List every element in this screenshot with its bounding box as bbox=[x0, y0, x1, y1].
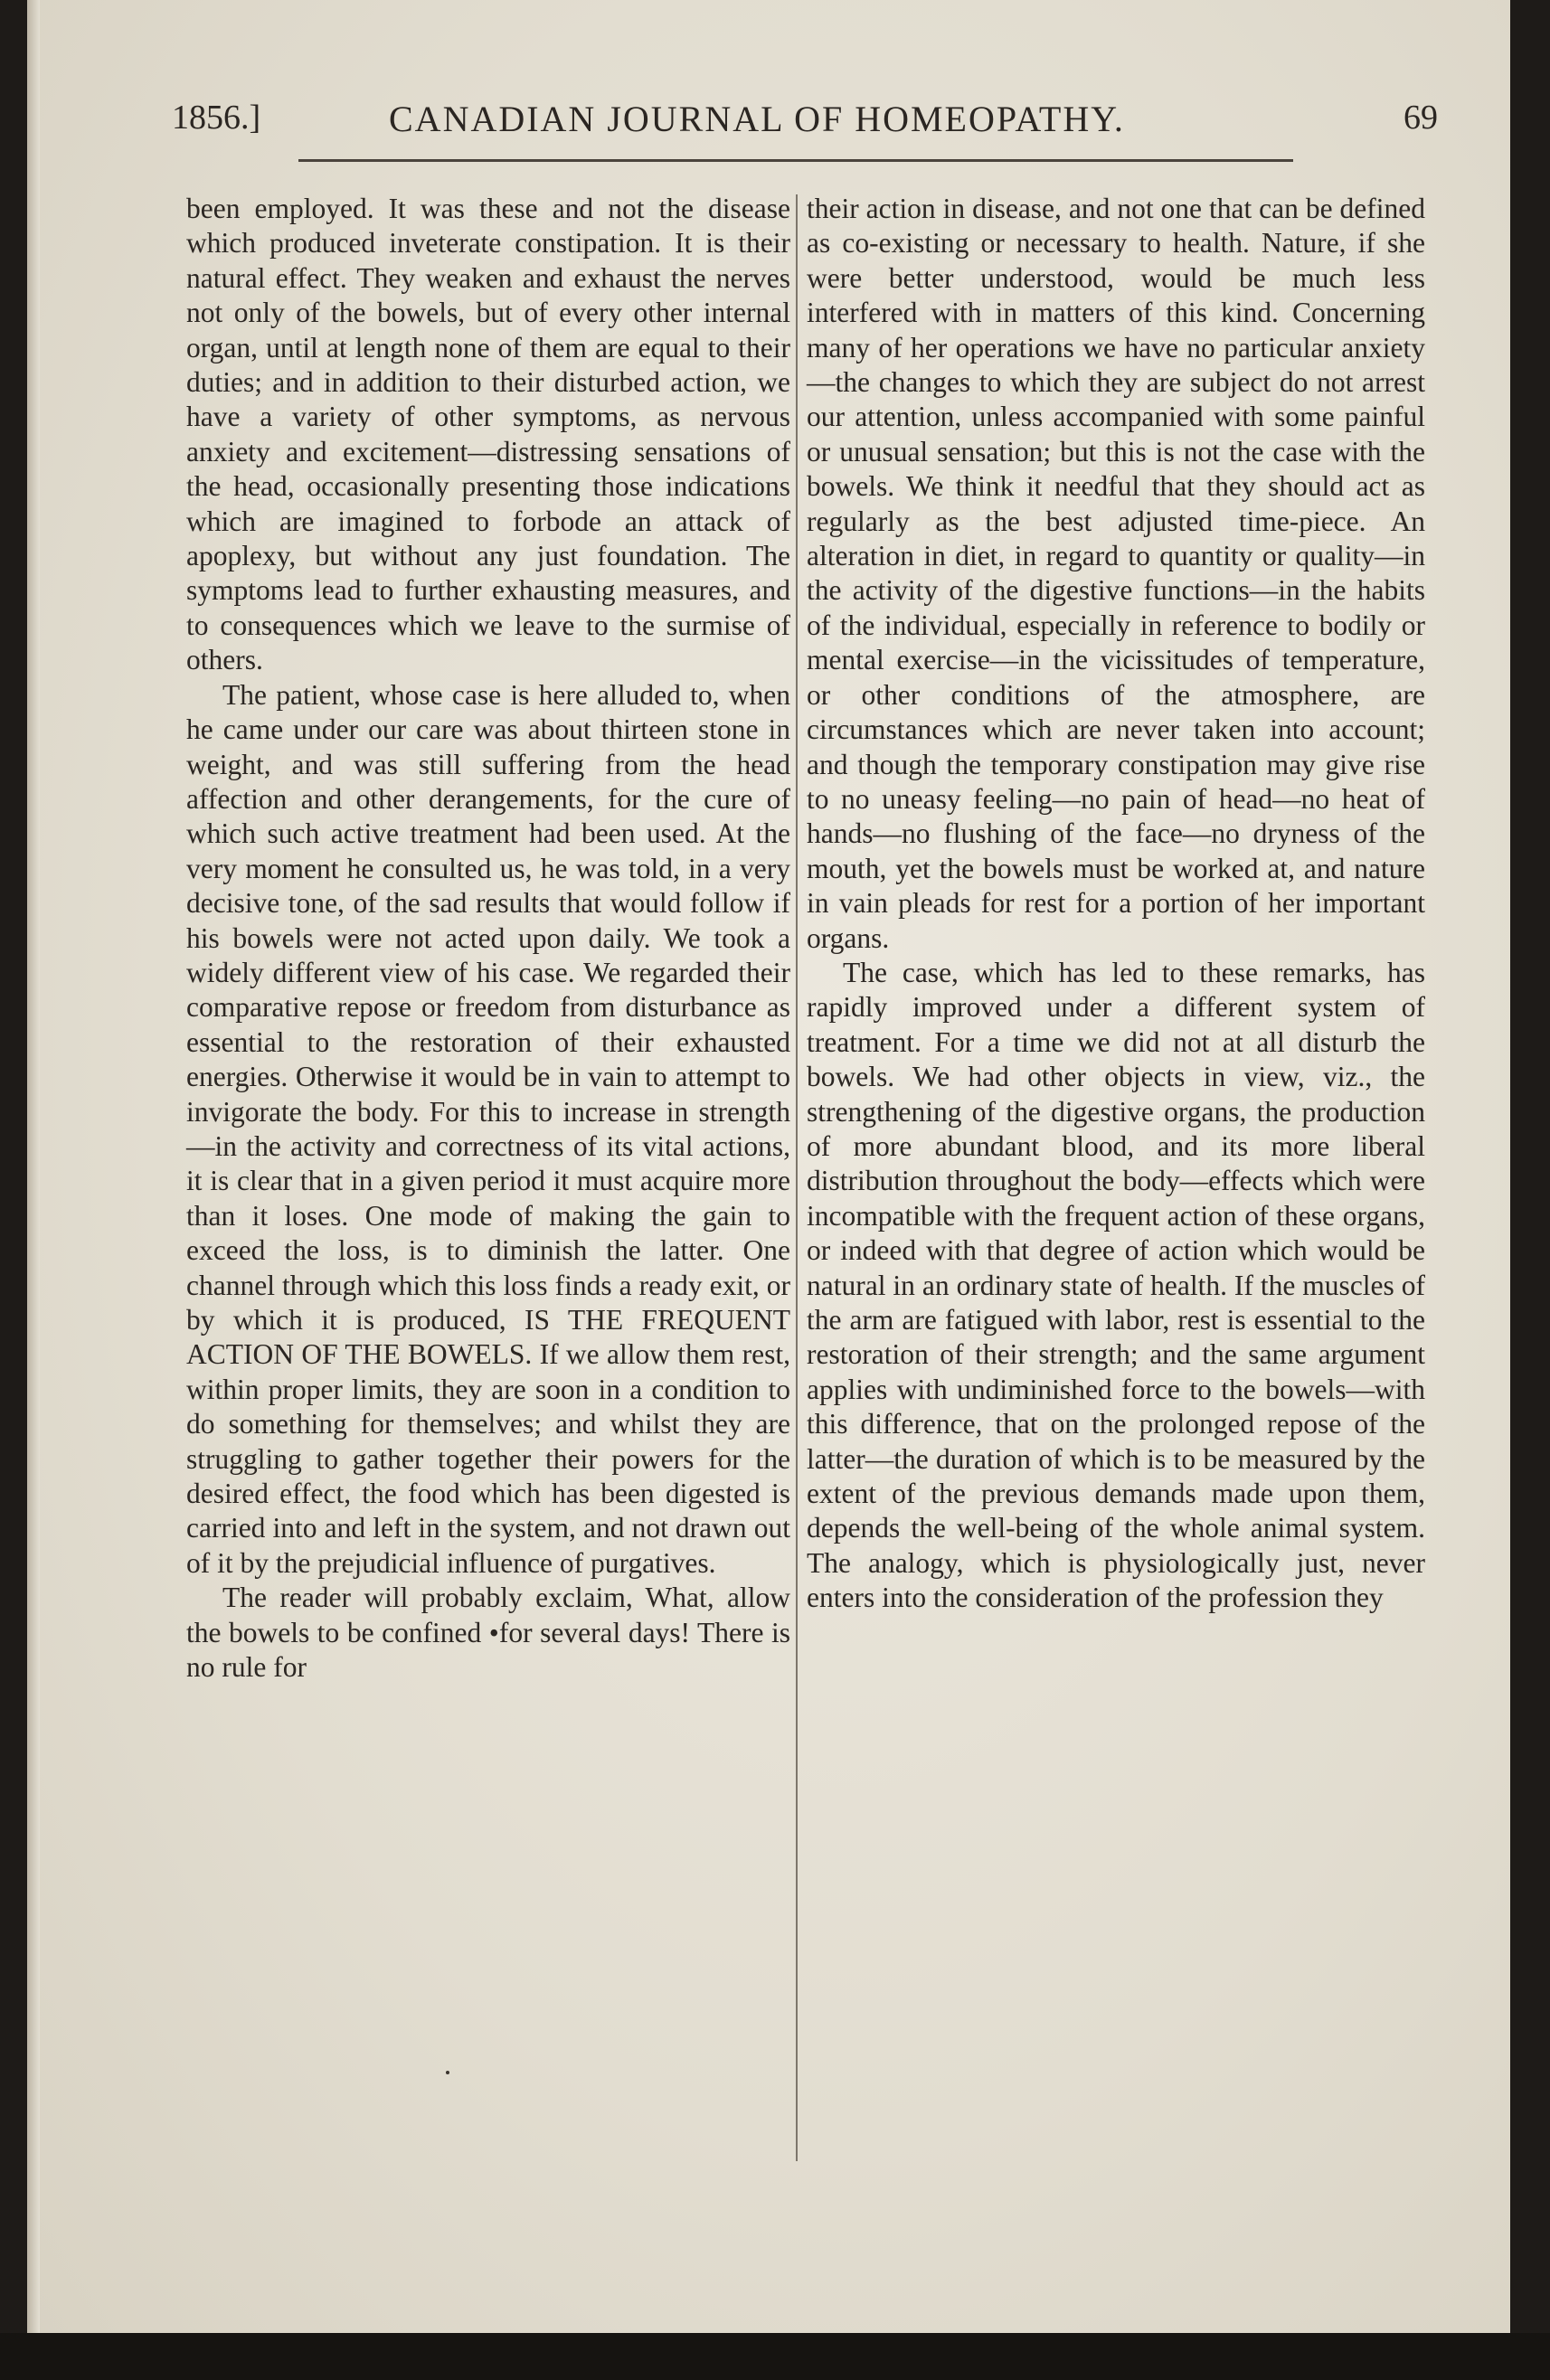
print-speck bbox=[446, 2071, 449, 2074]
left-column bbox=[186, 192, 790, 1685]
right-column bbox=[807, 192, 1425, 1616]
header-page-number: 69 bbox=[1404, 99, 1438, 137]
right-paragraph-2: The case, which has led to these remarks, has rapidly improved under a different system of treatment. For a time we did not at all disturb the bowels. We had other objects in view, viz., the strengthening of the digestive organs, the production of more abundant blood, and its more liberal distribution throughout the body—effects which were incompatible with the frequent action of these organs, or indeed with that degree of action which would be natural in an ordinary state of health. If the muscles of the arm are fatigued with labor, rest is essential to the restoration of their strength; and the same argument applies with undiminished force to the bowels—with this difference, that on the prolonged repose of the latter—the duration of which is to be measured by the extent of the previous demands made upon them, depends the well-being of the whole animal system. The analogy, which is physiologically just, never enters into the consideration of the profession they bbox=[807, 956, 1425, 1614]
header-rule bbox=[298, 159, 1293, 162]
left-paragraph-1: been employed. It was these and not the disease which produced inveterate constipation. It is their natural effect. They weaken and exhaust the nerves not only of the bowels, but of every other internal organ, until at length none of them are equal to their duties; and in addition to their disturbed action, we have a variety of other symptoms, as nervous anxiety and excitement—distressing sensations of the head, occasionally presenting those indications which are imagined to forbode an attack of apoplexy, but without any just foundation. The symptoms lead to further exhausting measures, and to consequences which we leave to the surmise of others. bbox=[186, 193, 790, 676]
scan-bottom-edge bbox=[0, 2333, 1550, 2380]
header-journal-title: CANADIAN JOURNAL OF HOMEOPATHY. bbox=[389, 99, 1125, 139]
right-paragraph-1: their action in disease, and not one that can be defined as co-existing or necessary to health. Nature, if she were better understood, would be much less interfered with in matters of this kind. Concerning many of her operations we have no particular anxiety—the changes to which they are subject do not arrest our attention, unless accompanied with some painful or unusual sensation; but this is not the case with the bowels. We think it needful that they should act as regularly as the best adjusted time-piece. An alteration in diet, in regard to quantity or quality—in the activity of the digestive functions—in the habits of the individual, especially in reference to bodily or mental exercise—in the vicissitudes of temperature, or other conditions of the atmosphere, are circumstances which are never taken into account; and though the temporary constipation may give rise to no uneasy feeling—no pain of head—no heat of hands—no flushing of the face—no dryness of the mouth, yet the bowels must be worked at, and nature in vain pleads for rest for a portion of her important organs. bbox=[807, 193, 1425, 954]
left-paragraph-2: The patient, whose case is here alluded to, when he came under our care was about thirteen stone in weight, and was still suffering from the head affection and other derangements, for the cure of which such active treatment had been used. At the very moment he consulted us, he was told, in a very decisive tone, of the sad results that would follow if his bowels were not acted upon daily. We took a widely different view of his case. We regarded their comparative repose or freedom from disturbance as essential to the restoration of their exhausted energies. Otherwise it would be in vain to attempt to invigorate the body. For this to increase in strength—in the activity and correctness of its vital actions, it is clear that in a given period it must acquire more than it loses. One mode of making the gain to exceed the loss, is to diminish the latter. One channel through which this loss finds a ready exit, or by which it is produced, IS THE FREQUENT ACTION OF THE BOWELS. If we allow them rest, within proper limits, they are soon in a condition to do something for themselves; and whilst they are struggling to gather together their powers for the desired effect, the food which has been digested is carried into and left in the system, and not drawn out of it by the prejudicial influence of purgatives. bbox=[186, 678, 790, 1579]
left-paragraph-3: The reader will probably exclaim, What, allow the bowels to be confined •for several days! There is no rule for bbox=[186, 1582, 790, 1684]
running-header bbox=[172, 98, 1438, 152]
page-gutter-shadow bbox=[27, 0, 40, 2333]
column-divider bbox=[796, 194, 798, 2161]
header-year: 1856.] bbox=[172, 99, 261, 137]
